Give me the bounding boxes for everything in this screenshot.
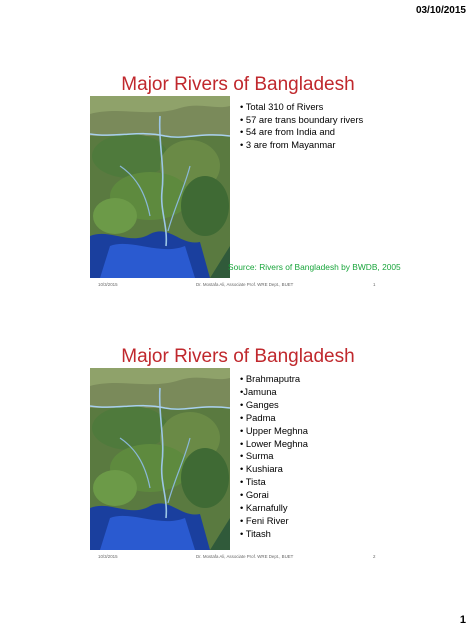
slide-footer-number: 1: [373, 282, 376, 287]
source-caption: Source: Rivers of Bangladesh by BWDB, 2005: [228, 262, 401, 272]
bullet-list: [240, 373, 308, 541]
bullet-item: • Feni River: [240, 514, 289, 526]
bullet-item: • Kushiara: [240, 463, 283, 475]
bullet-item: • Upper Meghna: [240, 424, 308, 436]
slide-footer-date: 10/3/2015: [98, 282, 118, 287]
slide-footer-author: Dr. Mostafa Ali, Associate Prof. WRE Dept., BUET: [196, 282, 294, 287]
slide-footer-date: 10/3/2015: [98, 554, 118, 559]
bullet-item: • Gorai: [240, 489, 269, 501]
bullet-item: • Titash: [240, 527, 271, 539]
bullet-item: • 3 are from Mayanmar: [240, 138, 336, 150]
bullet-item: • Tista: [240, 476, 266, 488]
bullet-item: • Brahmaputra: [240, 373, 301, 384]
bullet-item: • Surma: [240, 450, 274, 462]
satellite-map-image: [90, 368, 230, 550]
slide-title: Major Rivers of Bangladesh: [121, 74, 355, 95]
slide-1: [86, 74, 401, 287]
satellite-map-image: [90, 96, 230, 278]
slide-2: [86, 346, 390, 558]
page-date: 03/10/2015: [415, 5, 466, 16]
bullet-item: •Jamuna: [240, 385, 277, 397]
bullet-list: [240, 101, 363, 151]
page-number: 1: [459, 614, 466, 626]
bullet-item: • Ganges: [240, 398, 279, 410]
slide-title: Major Rivers of Bangladesh: [121, 346, 355, 367]
bullet-item: • Karnafully: [240, 502, 288, 514]
bullet-item: • 54 are from India and: [240, 126, 336, 138]
bullet-item: • Lower Meghna: [240, 437, 308, 449]
bullet-item: • Padma: [240, 411, 276, 423]
slide-footer-author: Dr. Mostafa Ali, Associate Prof. WRE Dept., BUET: [196, 554, 294, 559]
bullet-item: • Total 310 of Rivers: [240, 101, 324, 112]
bullet-item: • 57 are trans boundary rivers: [240, 113, 364, 125]
slide-footer-number: 2: [373, 554, 376, 559]
